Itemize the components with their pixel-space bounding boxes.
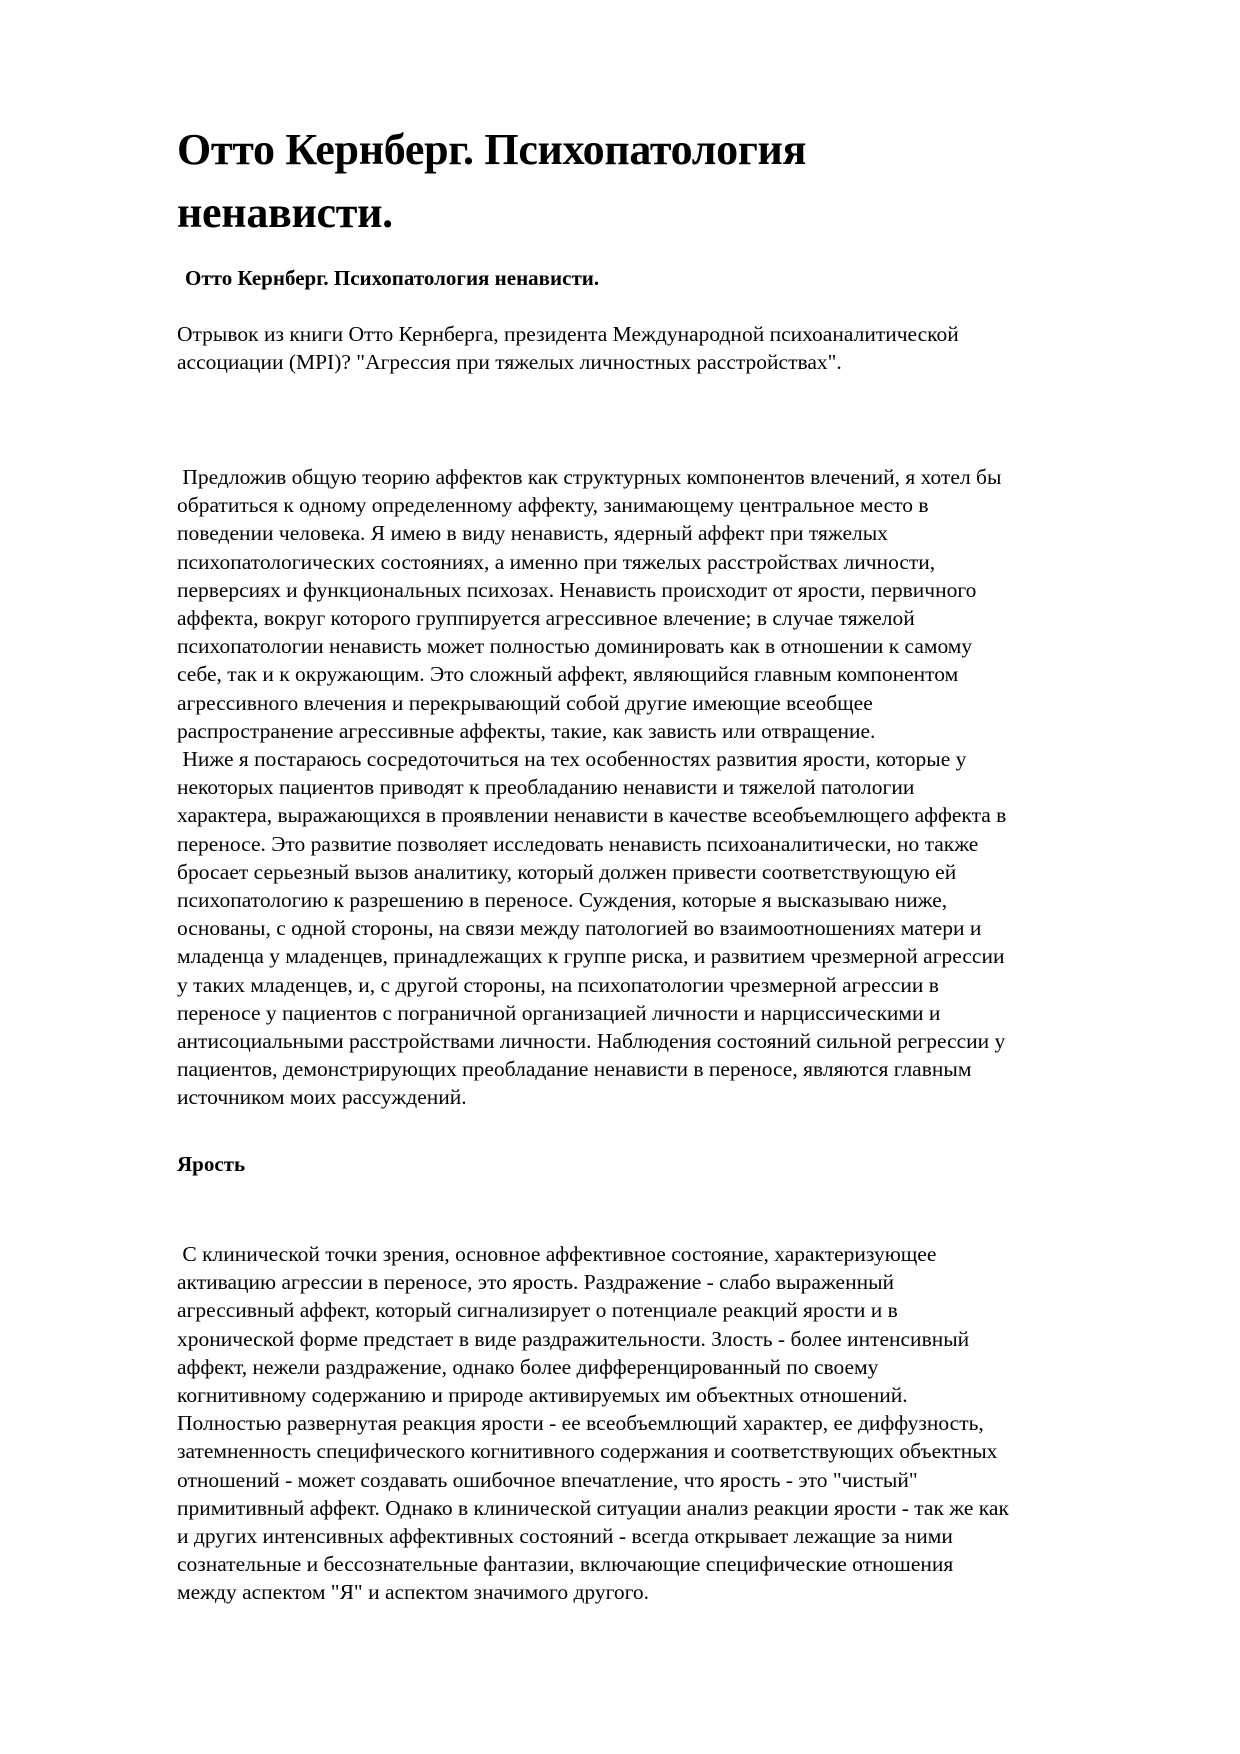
- text-line: Отрывок из книги Отто Кернберга, президента Международной психоаналитической: [177, 322, 959, 346]
- text-line: психопатологию к разрешению в переносе. Суждения, которые я высказываю ниже,: [177, 888, 948, 913]
- text-line: хронической форме предстает в виде раздражительности. Злость - более интенсивный: [177, 1326, 970, 1351]
- text-line: С клинической точки зрения, основное аффективное состояние, характеризующее: [177, 1242, 937, 1266]
- text-line: у таких младенцев, и, с другой стороны, на психопатологии чрезмерной агрессии в: [177, 972, 939, 997]
- text-line: переносе у пациентов с пограничной организацией личности и нарциссическими и: [177, 1000, 941, 1025]
- text-line: затемненность специфического когнитивного содержания и соответствующих объектных: [177, 1439, 998, 1464]
- text-line: некоторых пациентов приводят к преобладанию ненависти и тяжелой патологии: [177, 775, 915, 800]
- text-line: основаны, с одной стороны, на связи между патологией во взаимоотношениях матери и: [177, 916, 982, 941]
- text-line: распространение агрессивные аффекты, такие, как зависть или отвращение.: [177, 718, 876, 743]
- text-line: ассоциации (MPI)? "Агрессия при тяжелых личностных расстройствах".: [177, 350, 842, 375]
- text-line: аффект, нежели раздражение, однако более дифференцированный по своему: [177, 1354, 879, 1379]
- text-line: пациентов, демонстрирующих преобладание ненависти в переносе, являются главным: [177, 1057, 972, 1082]
- text-line: психопатологических состояниях, а именно при тяжелых расстройствах личности,: [177, 549, 936, 574]
- text-line: Полностью развернутая реакция ярости - ее всеобъемлющий характер, ее диффузность,: [177, 1411, 984, 1436]
- body-section-hatred: [177, 463, 1006, 1112]
- text-line: Ниже я постараюсь сосредоточиться на тех особенностях развития ярости, которые у: [177, 747, 967, 772]
- text-line: бросает серьезный вызов аналитику, который должен привести соответствующую ей: [177, 859, 957, 884]
- text-line: агрессивный аффект, который сигнализирует о потенциале реакций ярости и в: [177, 1298, 898, 1323]
- text-line: переносе. Это развитие позволяет исследовать ненависть психоаналитически, но также: [177, 831, 979, 856]
- text-line: Предложив общую теорию аффектов как структурных компонентов влечений, я хотел бы: [177, 465, 1002, 489]
- text-line: психопатологии ненависть может полностью доминировать как в отношении к самому: [177, 634, 973, 659]
- text-line: отношений - может создавать ошибочное впечатление, что ярость - это "чистый": [177, 1467, 918, 1492]
- text-line: когнитивному содержанию и природе активируемых им объектных отношений.: [177, 1383, 908, 1408]
- text-line: младенца у младенцев, принадлежащих к группе риска, и развитием чрезмерной агрессии: [177, 944, 1005, 969]
- intro-paragraph: [177, 320, 959, 376]
- text-line: поведении человека. Я имею в виду ненависть, ядерный аффект при тяжелых: [177, 521, 888, 546]
- text-line: агрессивного влечения и перекрывающий собой другие имеющие всеобщее: [177, 690, 873, 715]
- document-title: [177, 118, 806, 244]
- text-line: источником моих рассуждений.: [177, 1085, 467, 1110]
- text-line: аффекта, вокруг которого группируется агрессивное влечение; в случае тяжелой: [177, 606, 915, 631]
- body-section-rage: [177, 1240, 1009, 1607]
- text-line: примитивный аффект. Однако в клинической ситуации анализ реакции ярости - так же как: [177, 1495, 1009, 1520]
- text-line: характера, выражающихся в проявлении ненависти в качестве всеобъемлющего аффекта в: [177, 803, 1007, 828]
- text-line: сознательные и бессознательные фантазии, включающие специфические отношения: [177, 1552, 954, 1577]
- text-line: и других интенсивных аффективных состояний - всегда открывает лежащие за ними: [177, 1524, 953, 1549]
- text-line: антисоциальными расстройствами личности. Наблюдения состояний сильной регрессии у: [177, 1029, 1006, 1054]
- title-line: ненависти.: [177, 188, 393, 237]
- text-line: себе, так и к окружающим. Это сложный аффект, являющийся главным компонентом: [177, 662, 959, 687]
- title-line: Отто Кернберг. Психопатология: [177, 125, 807, 174]
- text-line: активацию агрессии в переносе, это ярость. Раздражение - слабо выраженный: [177, 1270, 895, 1295]
- document-subtitle: Отто Кернберг. Психопатология ненависти.: [185, 266, 600, 290]
- text-line: перверсиях и функциональных психозах. Ненависть происходит от ярости, первичного: [177, 577, 977, 602]
- section-heading-rage: Ярость: [177, 1152, 246, 1176]
- text-line: обратиться к одному определенному аффекту, занимающему центральное место в: [177, 493, 929, 518]
- text-line: между аспектом "Я" и аспектом значимого другого.: [177, 1580, 650, 1605]
